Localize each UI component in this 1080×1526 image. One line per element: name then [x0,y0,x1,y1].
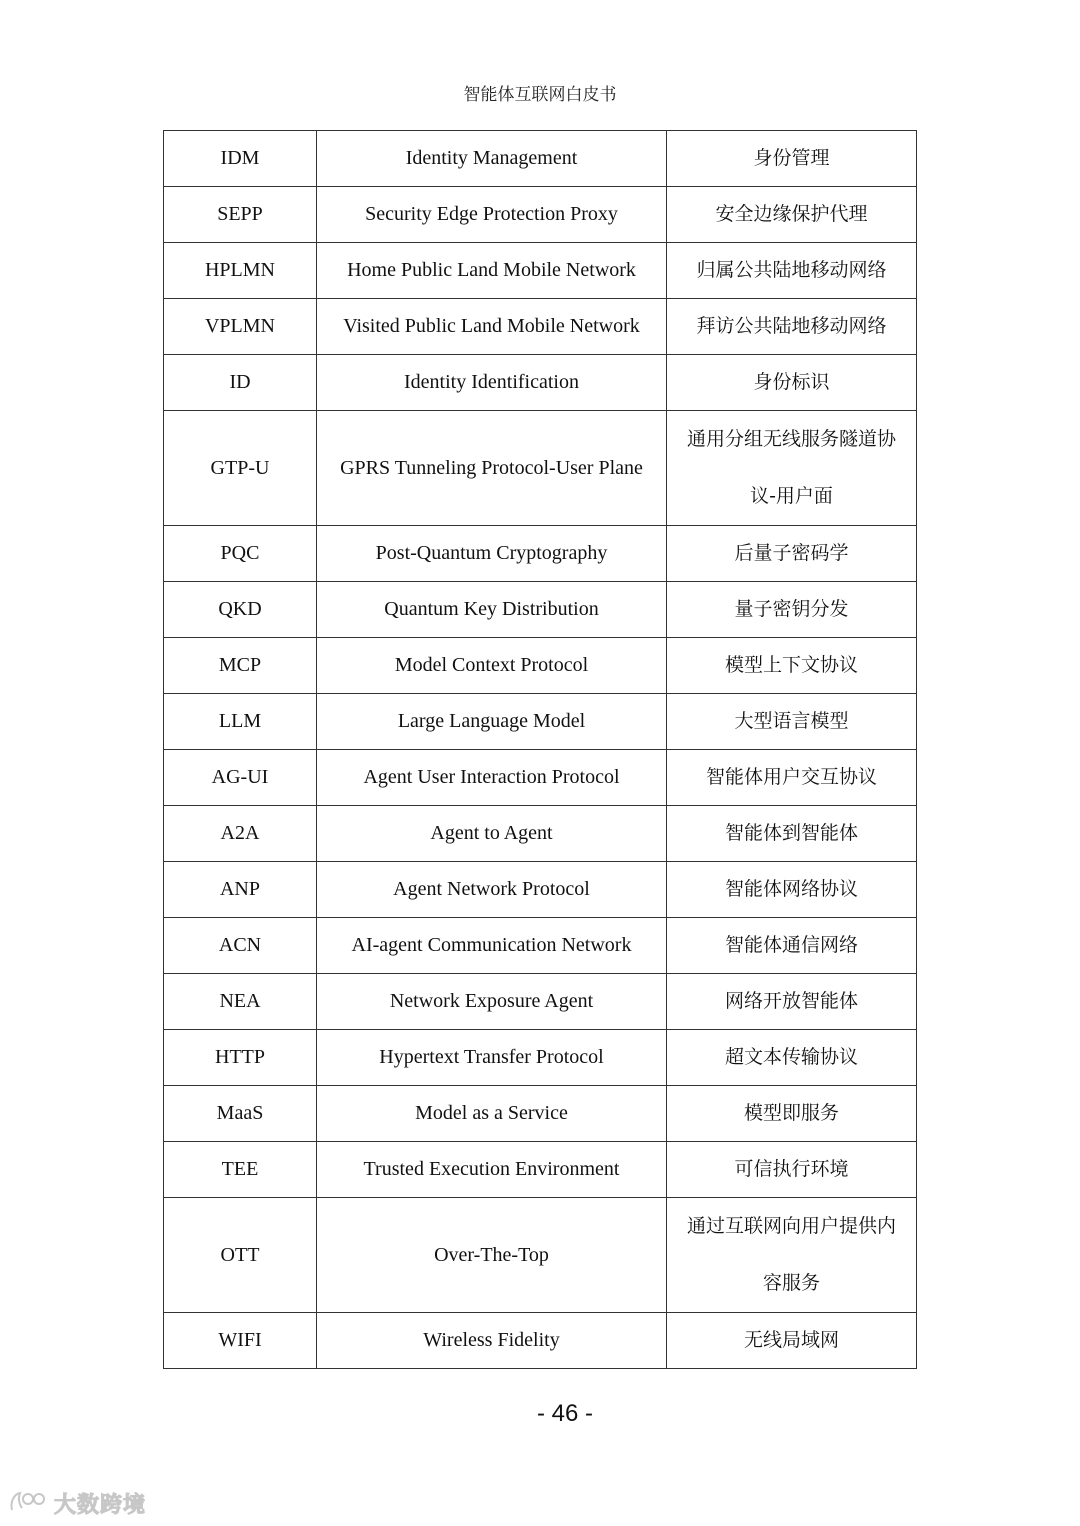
abbr-cell: OTT [164,1198,317,1313]
abbreviation-table-container [163,130,916,1369]
table-row [164,1198,917,1313]
abbr-cell: LLM [164,694,317,750]
chinese-name-cell: 智能体网络协议 [667,862,917,918]
chinese-name-cell: 智能体通信网络 [667,918,917,974]
abbr-cell: MaaS [164,1086,317,1142]
table-row [164,582,917,638]
table-row [164,1086,917,1142]
abbr-cell: GTP-U [164,411,317,526]
abbr-cell: AG-UI [164,750,317,806]
full-name-cell: Hypertext Transfer Protocol [317,1030,667,1086]
chinese-name-cell: 量子密钥分发 [667,582,917,638]
chinese-name-cell [667,1198,917,1313]
table-row [164,806,917,862]
full-name-cell: Large Language Model [317,694,667,750]
abbr-cell: HTTP [164,1030,317,1086]
table-row [164,750,917,806]
chinese-name-cell: 可信执行环境 [667,1142,917,1198]
abbreviation-table [163,130,917,1369]
abbr-cell: NEA [164,974,317,1030]
watermark-text: 大数跨境 [54,1493,147,1518]
abbr-cell: SEPP [164,187,317,243]
full-name-cell: Wireless Fidelity [317,1313,667,1369]
table-row [164,1313,917,1369]
chinese-name-cell: 无线局域网 [667,1313,917,1369]
full-name-cell: Post-Quantum Cryptography [317,526,667,582]
abbr-cell: WIFI [164,1313,317,1369]
chinese-name-cell: 模型即服务 [667,1086,917,1142]
abbr-cell: PQC [164,526,317,582]
full-name-cell: Agent Network Protocol [317,862,667,918]
abbr-cell: QKD [164,582,317,638]
abbr-cell: HPLMN [164,243,317,299]
table-row [164,918,917,974]
chinese-name-cell: 拜访公共陆地移动网络 [667,299,917,355]
full-name-cell: Agent to Agent [317,806,667,862]
abbr-cell: A2A [164,806,317,862]
table-row [164,243,917,299]
chinese-name-cell: 身份管理 [667,131,917,187]
chinese-name-cell [667,411,917,526]
chinese-name-cell: 归属公共陆地移动网络 [667,243,917,299]
abbr-cell: MCP [164,638,317,694]
chinese-name-cell: 后量子密码学 [667,526,917,582]
chinese-name-cell: 身份标识 [667,355,917,411]
abbr-cell: ID [164,355,317,411]
full-name-cell: AI-agent Communication Network [317,918,667,974]
table-row [164,1142,917,1198]
chinese-name-cell: 网络开放智能体 [667,974,917,1030]
table-row [164,694,917,750]
chinese-name-text: 通用分组无线服务隧道协议-用户面 [686,428,896,507]
full-name-cell: Security Edge Protection Proxy [317,187,667,243]
full-name-cell: Home Public Land Mobile Network [317,243,667,299]
chinese-name-cell: 智能体用户交互协议 [667,750,917,806]
full-name-cell: Trusted Execution Environment [317,1142,667,1198]
chinese-name-cell: 安全边缘保护代理 [667,187,917,243]
full-name-cell: Model as a Service [317,1086,667,1142]
full-name-cell: Over-The-Top [317,1198,667,1313]
full-name-cell: Agent User Interaction Protocol [317,750,667,806]
table-row [164,411,917,526]
abbr-cell: IDM [164,131,317,187]
chinese-name-cell: 智能体到智能体 [667,806,917,862]
table-row [164,131,917,187]
abbr-cell: ACN [164,918,317,974]
table-row [164,974,917,1030]
watermark [8,1488,146,1519]
table-row [164,526,917,582]
abbr-cell: VPLMN [164,299,317,355]
table-row [164,299,917,355]
table-row [164,187,917,243]
full-name-cell: Network Exposure Agent [317,974,667,1030]
page-header-title: 智能体互联网白皮书 [463,85,617,105]
full-name-cell: Quantum Key Distribution [317,582,667,638]
table-row [164,638,917,694]
table-row [164,862,917,918]
abbr-cell: TEE [164,1142,317,1198]
full-name-cell: Visited Public Land Mobile Network [317,299,667,355]
full-name-cell: Identity Management [317,131,667,187]
table-row [164,355,917,411]
watermark-logo-icon [8,1488,48,1519]
full-name-cell: Identity Identification [317,355,667,411]
chinese-name-cell: 大型语言模型 [667,694,917,750]
page-number: - 46 - [536,1400,593,1427]
abbr-cell: ANP [164,862,317,918]
chinese-name-cell: 模型上下文协议 [667,638,917,694]
full-name-cell: Model Context Protocol [317,638,667,694]
chinese-name-text: 通过互联网向用户提供内容服务 [686,1215,896,1294]
table-row [164,1030,917,1086]
chinese-name-cell: 超文本传输协议 [667,1030,917,1086]
full-name-cell: GPRS Tunneling Protocol-User Plane [317,411,667,526]
